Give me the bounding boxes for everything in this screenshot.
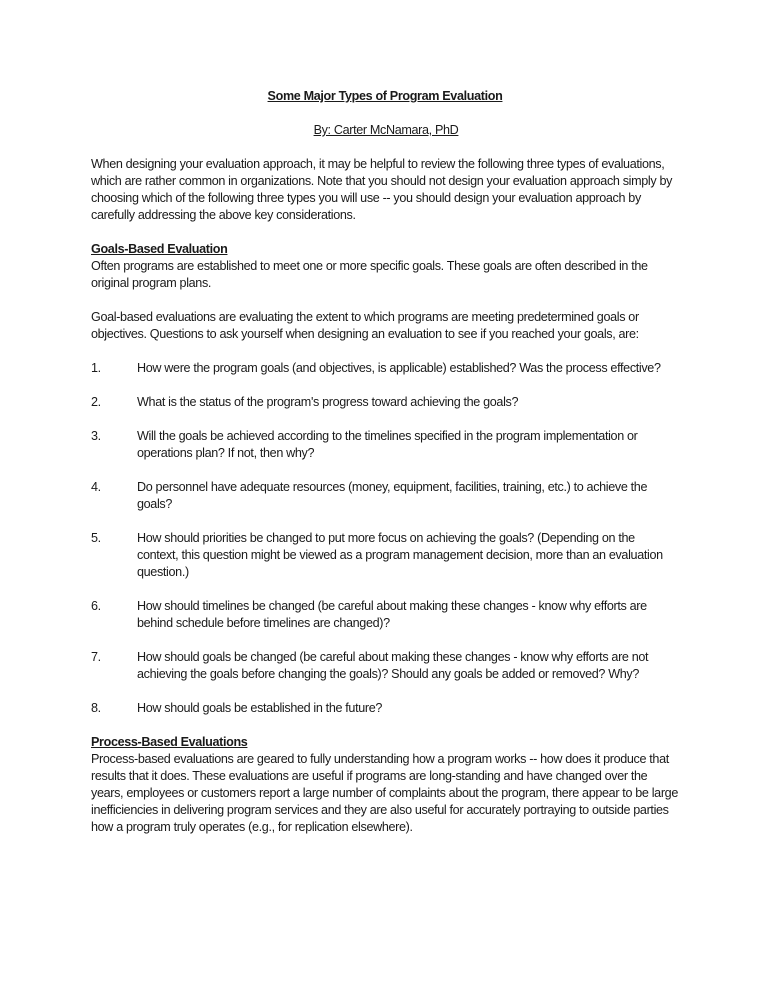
- list-item: [91, 649, 681, 683]
- list-number: 1.: [91, 361, 101, 375]
- question-list: [91, 360, 681, 717]
- list-text: How should goals be established in the future?: [137, 701, 383, 715]
- list-text: How should timelines be changed (be careful about making these changes - know why efforts are behind schedule before timelines are changed)?: [137, 599, 647, 630]
- list-text: What is the status of the program's progress toward achieving the goals?: [137, 395, 519, 409]
- paragraph: Often programs are established to meet one or more specific goals. These goals are often described in the original program plans.: [91, 259, 648, 290]
- paragraph: Goal-based evaluations are evaluating the extent to which programs are meeting predetermined goals or objectives. Questions to ask yourself when designing an evaluation to see if you reached your goals, are:: [91, 310, 639, 341]
- section-heading-process-based: Process-Based Evaluations: [91, 735, 248, 749]
- list-number: 3.: [91, 429, 101, 443]
- list-item: [91, 479, 681, 513]
- document-title: Some Major Types of Program Evaluation: [267, 89, 503, 103]
- list-text: Do personnel have adequate resources (money, equipment, facilities, training, etc.) to achieve the goals?: [137, 480, 648, 511]
- list-item: [91, 530, 681, 581]
- list-item: [91, 428, 681, 462]
- intro-paragraph: When designing your evaluation approach, it may be helpful to review the following three types of evaluations, which are rather common in organizations. Note that you should not design your evaluation approach simply by choosing which of the following three types you will use -- you should design your evaluation approach by carefully addressing the above key considerations.: [91, 157, 673, 222]
- section-process-based: [91, 734, 681, 836]
- list-item: [91, 360, 681, 377]
- list-text: How should goals be changed (be careful about making these changes - know why efforts are not achieving the goals before changing the goals)? Should any goals be added or removed? Why?: [137, 650, 649, 681]
- paragraph: Process-based evaluations are geared to fully understanding how a program works -- how does it produce that results that it does. These evaluations are useful if programs are long-standing and have changed over the years, employees or customers report a large number of complaints about the program, there appear to be large inefficiencies in delivering program services and they are also useful for accurately portraying to outside parties how a program truly operates (e.g., for replication elsewhere).: [91, 752, 678, 834]
- document-byline: By: Carter McNamara, PhD: [313, 123, 459, 137]
- list-number: 6.: [91, 599, 101, 613]
- list-text: How were the program goals (and objectives, is applicable) established? Was the process effective?: [137, 361, 661, 375]
- list-text: Will the goals be achieved according to the timelines specified in the program implementation or operations plan? If not, then why?: [137, 429, 638, 460]
- section-heading-goals-based: Goals-Based Evaluation: [91, 242, 228, 256]
- list-item: [91, 394, 681, 411]
- list-number: 5.: [91, 531, 101, 545]
- document-page: [91, 88, 681, 853]
- list-number: 4.: [91, 480, 101, 494]
- list-number: 7.: [91, 650, 101, 664]
- list-number: 2.: [91, 395, 101, 409]
- section-goals-based: [91, 241, 681, 717]
- list-item: [91, 598, 681, 632]
- list-item: [91, 700, 681, 717]
- list-text: How should priorities be changed to put more focus on achieving the goals? (Depending on the context, this question might be viewed as a program management decision, more than an evaluation question.): [137, 531, 663, 579]
- list-number: 8.: [91, 701, 101, 715]
